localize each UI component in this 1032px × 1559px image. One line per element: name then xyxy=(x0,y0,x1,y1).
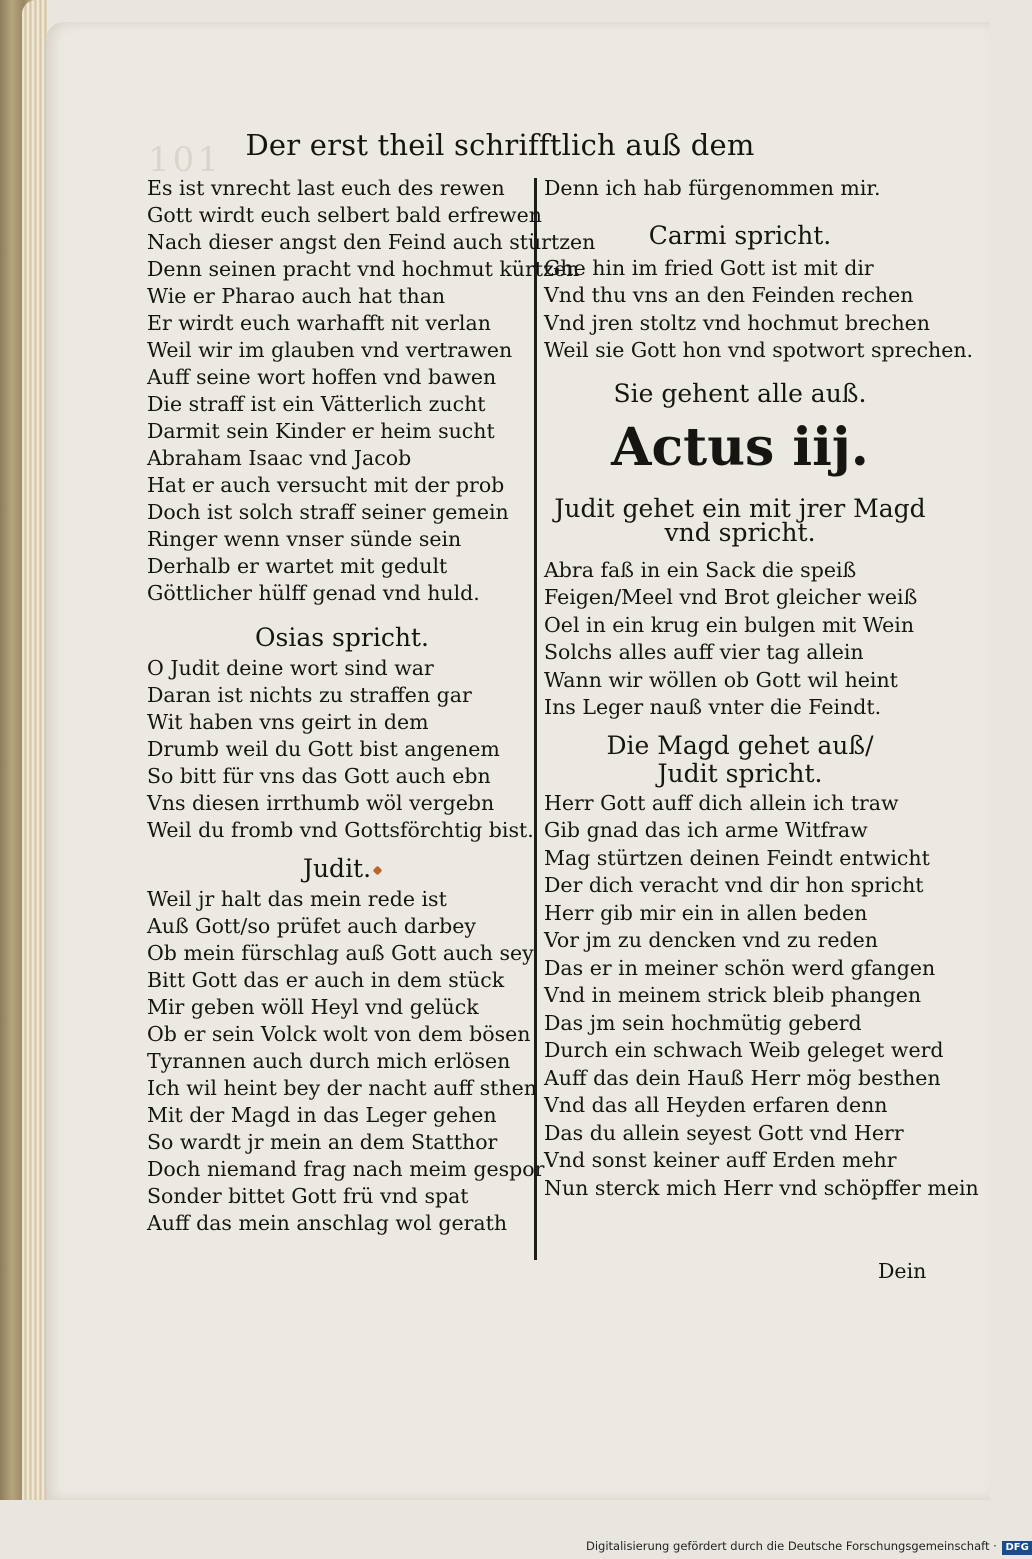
verse-line: Wie er Pharao auch hat than xyxy=(147,284,446,308)
verse-line: Vnd thu vns an den Feinden rechen xyxy=(544,283,914,307)
verse-line: Weil du fromb vnd Gottsförchtig bist. xyxy=(147,818,534,842)
verse-line: Auff das mein anschlag wol gerath xyxy=(147,1211,508,1235)
verse-line: Wann wir wöllen ob Gott wil heint xyxy=(544,667,898,692)
verse-line: Oel in ein krug ein bulgen mit Wein xyxy=(544,612,915,637)
verse-line: Tyrannen auch durch mich erlösen xyxy=(147,1049,511,1073)
verse-line: Weil wir im glauben vnd vertrawen xyxy=(147,338,513,362)
verse-line: Darmit sein Kinder er heim sucht xyxy=(147,419,495,443)
verse-block xyxy=(147,175,596,607)
bleed-through-page-number: 101 xyxy=(148,140,222,180)
verse-line: Vns diesen irrthumb wöl vergebn xyxy=(147,791,495,815)
verse-block xyxy=(147,655,537,844)
ornament-icon xyxy=(373,866,383,876)
verse-line: Nach dieser angst den Feind auch stürtzen xyxy=(147,230,596,254)
verse-line: Vor jm zu dencken vnd zu reden xyxy=(544,928,878,952)
verse-line: So wardt jr mein an dem Statthor xyxy=(147,1130,498,1154)
verse-line: Vnd das all Heyden erfaren denn xyxy=(544,1093,888,1117)
footer-credit: Digitalisierung gefördert durch die Deutsche Forschungsgemeinschaft · DFG xyxy=(586,1536,996,1556)
speaker-heading: Judit. xyxy=(147,844,537,886)
verse-block xyxy=(544,557,936,722)
verse-line: Doch niemand frag nach meim gespor xyxy=(147,1157,545,1181)
dfg-logo-icon: DFG xyxy=(1002,1541,1031,1555)
verse-line: Ins Leger nauß vnter die Feindt. xyxy=(544,695,882,719)
verse-line: Mag stürtzen deinen Feindt entwicht xyxy=(544,845,930,870)
verse-line: Weil sie Gott hon vnd spotwort sprechen. xyxy=(544,338,974,362)
verse-block xyxy=(147,886,545,1237)
act-heading: Actus iij. xyxy=(611,416,869,478)
running-head: Der erst theil schrifftlich auß dem xyxy=(245,128,755,162)
verse-line: Wit haben vns geirt in dem xyxy=(147,710,429,734)
verse-line: Nun sterck mich Herr vnd schöpffer mein xyxy=(544,1175,979,1200)
verse-line: Ob mein fürschlag auß Gott auch sey xyxy=(147,941,534,965)
stage-direction: Die Magd gehet auß/ xyxy=(606,730,874,760)
verse-block xyxy=(544,255,974,365)
verse-line: Sonder bittet Gott frü vnd spat xyxy=(147,1184,469,1208)
verse-line: Auff das dein Hauß Herr mög besthen xyxy=(544,1065,941,1090)
catchword: Dein xyxy=(878,1259,927,1283)
verse-line: Abra faß in ein Sack die speiß xyxy=(544,557,857,582)
verse-line: Das jm sein hochmütig geberd xyxy=(544,1010,862,1035)
verse-line: Vnd jren stoltz vnd hochmut brechen xyxy=(544,310,930,335)
verse-line: Er wirdt euch warhafft nit verlan xyxy=(147,311,491,335)
verse-line: Vnd sonst keiner auff Erden mehr xyxy=(544,1148,897,1172)
verse-line: Vnd in meinem strick bleib phangen xyxy=(544,983,922,1007)
speaker-heading: Carmi spricht. xyxy=(648,220,832,250)
verse-line: Ghe hin im fried Gott ist mit dir xyxy=(544,255,874,280)
verse-line: Daran ist nichts zu straffen gar xyxy=(147,683,472,707)
verse-line: Ich wil heint bey der nacht auff sthen xyxy=(147,1076,537,1100)
verse-line: Auff seine wort hoffen vnd bawen xyxy=(147,365,497,389)
verse-line: Denn seinen pracht vnd hochmut kürtzen xyxy=(147,257,580,281)
verse-line: Herr Gott auff dich allein ich traw xyxy=(544,790,899,815)
verse-line: Der dich veracht vnd dir hon spricht xyxy=(544,873,924,897)
right-column xyxy=(544,175,979,1202)
verse-line: Feigen/Meel vnd Brot gleicher weiß xyxy=(544,585,918,609)
verse-line: Die straff ist ein Vätterlich zucht xyxy=(147,392,486,416)
verse-line: Gott wirdt euch selbert bald erfrewen xyxy=(147,203,542,227)
verse-line: Weil jr halt das mein rede ist xyxy=(147,887,447,911)
speaker-heading: Osias spricht. xyxy=(255,623,429,652)
verse-line: Durch ein schwach Weib geleget werd xyxy=(544,1038,944,1062)
verse-line: Das du allein seyest Gott vnd Herr xyxy=(544,1120,904,1145)
stage-direction: vnd spricht. xyxy=(664,517,816,547)
verse-line: Denn ich hab fürgenommen mir. xyxy=(544,176,881,200)
footer-text: Digitalisierung gefördert durch die Deutsche Forschungsgemeinschaft xyxy=(586,1539,990,1553)
verse-line: Abraham Isaac vnd Jacob xyxy=(147,446,412,470)
stage-direction: Judit gehet ein mit jrer Magd xyxy=(554,493,926,523)
verse-line: Gib gnad das ich arme Witfraw xyxy=(544,818,868,842)
verse-line: Auß Gott/so prüfet auch darbey xyxy=(147,914,476,938)
verse-line: Mir geben wöll Heyl vnd gelück xyxy=(147,995,479,1019)
verse-block xyxy=(544,790,979,1203)
verse-line: Es ist vnrecht last euch des rewen xyxy=(147,176,505,200)
verse-line: Herr gib mir ein in allen beden xyxy=(544,900,868,925)
verse-line: Das er in meiner schön werd gfangen xyxy=(544,955,936,980)
page-edges xyxy=(22,0,48,1500)
verse-line: Ringer wenn vnser sünde sein xyxy=(147,527,462,551)
left-column xyxy=(147,175,596,1237)
verse-line: So bitt für vns das Gott auch ebn xyxy=(147,764,491,788)
verse-line: Ob er sein Volck wolt von dem bösen xyxy=(147,1022,531,1046)
verse-line: Göttlicher hülff genad vnd huld. xyxy=(147,581,480,605)
stage-direction: Sie gehent alle auß. xyxy=(613,378,867,408)
verse-line: Solchs alles auff vier tag allein xyxy=(544,640,864,664)
verse-line: O Judit deine wort sind war xyxy=(147,656,434,680)
verse-line: Bitt Gott das er auch in dem stück xyxy=(147,968,505,992)
verse-line: Drumb weil du Gott bist angenem xyxy=(147,737,500,761)
verse-line: Hat er auch versucht mit der prob xyxy=(147,473,505,497)
verse-line: Mit der Magd in das Leger gehen xyxy=(147,1103,497,1127)
verse-line: Derhalb er wartet mit gedult xyxy=(147,554,448,578)
verse-line: Doch ist solch straff seiner gemein xyxy=(147,500,509,524)
stage-direction: Judit spricht. xyxy=(657,758,823,788)
